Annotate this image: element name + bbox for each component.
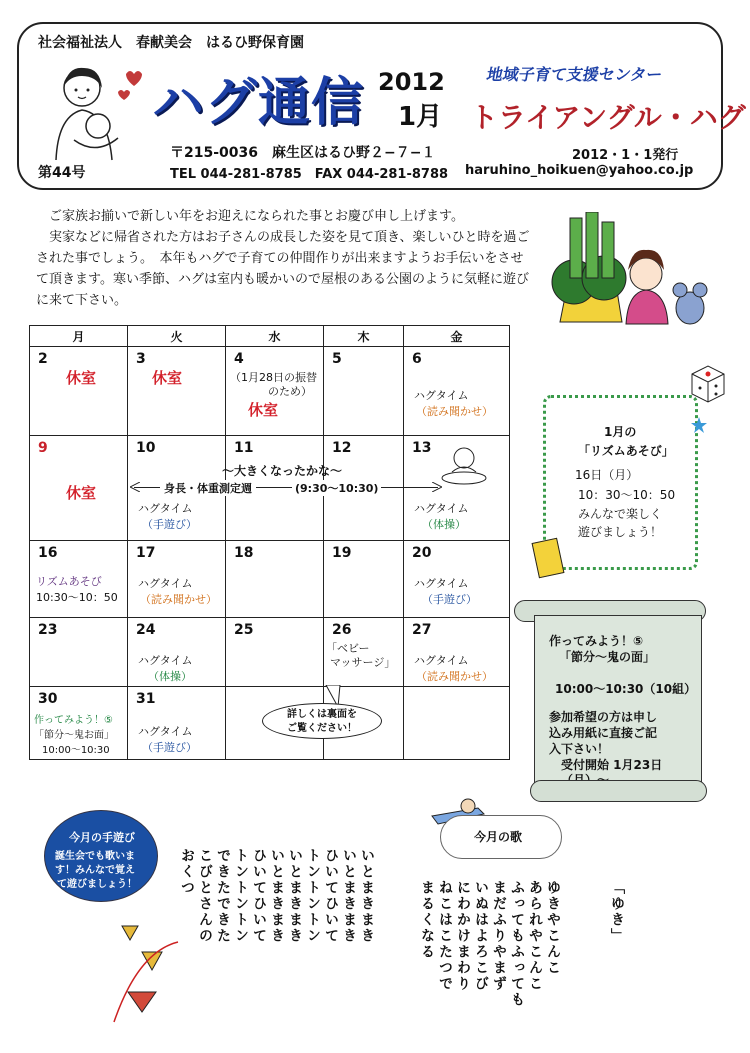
lyric-line: まるくなる (419, 880, 435, 960)
scroll-text: 入下さい！ (549, 742, 610, 756)
lyric-line: できたできた (215, 848, 231, 944)
day-cell (404, 541, 510, 618)
day-cell (324, 618, 404, 687)
day-number: 4 (234, 351, 244, 367)
rhythm-title: 1月の (604, 425, 637, 439)
day-number: 23 (38, 622, 58, 638)
hand-play-note: す！みんなで覚え (55, 865, 135, 876)
scroll-text: 受付開始 1月23日 (561, 758, 663, 772)
day-number: 18 (234, 545, 254, 561)
day-number: 30 (38, 691, 58, 707)
day-cell (324, 347, 404, 436)
weekday-mon: 月 (30, 326, 128, 347)
lyric-line: トントントン (305, 848, 321, 944)
closed-label: 休室 (66, 369, 97, 387)
measuring-scale-illustration (438, 442, 488, 486)
day-cell (30, 436, 128, 541)
newsletter-title: ハグ通信 (152, 73, 365, 133)
hand-play: （手遊び） (142, 518, 197, 531)
day-cell (226, 347, 324, 436)
day-cell (30, 347, 128, 436)
hagu-time: ハグタイム (414, 577, 469, 590)
craft-event-scroll (534, 615, 702, 787)
weekday-tue: 火 (128, 326, 226, 347)
weekday-wed: 水 (226, 326, 324, 347)
craft-event: 「節分〜鬼お面」 (34, 730, 114, 741)
day-number: 24 (136, 622, 156, 638)
issue-month: 1月 (398, 102, 443, 132)
greeting-text (36, 206, 532, 311)
story-reading: （読み聞かせ） (140, 593, 217, 606)
address: 〒215-0036 麻生区はるひ野２−７−１ (170, 145, 436, 161)
day-number: 10 (136, 440, 156, 456)
phone-fax: TEL 044-281-8785 FAX 044-281-8788 (170, 167, 449, 182)
closed-label: 休室 (152, 369, 183, 387)
star-icon (690, 416, 708, 434)
story-reading: （読み聞かせ） (416, 670, 493, 683)
day-number: 19 (332, 545, 352, 561)
day-cell (226, 618, 324, 687)
event-calendar (29, 325, 510, 760)
hagu-time: ハグタイム (414, 654, 469, 667)
craft-event: 作ってみよう！⑤ (34, 715, 113, 726)
rhythm-play-label: リズムあそび (36, 575, 102, 588)
craft-time: 10:00〜10:30 (42, 745, 110, 756)
mother-child-illustration (38, 60, 150, 164)
song-lyrics (418, 880, 562, 1040)
lyric-line: おくつ (179, 848, 195, 896)
weekday-fri: 金 (404, 326, 510, 347)
hagu-time: ハグタイム (138, 577, 193, 590)
weekday-header-row (30, 326, 510, 347)
hagu-time: ハグタイム (414, 389, 469, 402)
week-row (30, 541, 510, 618)
greeting-paragraph-1: ご家族お揃いで新しい年をお迎えになられた事とお慶び申し上げます。 (49, 209, 464, 224)
scroll-text: 参加希望の方は申し (549, 710, 658, 724)
see-back-bubble (262, 703, 382, 739)
lyric-line: いとまきまき (359, 848, 375, 944)
day-cell (128, 618, 226, 687)
hagu-time: ハグタイム (414, 502, 469, 515)
lyric-line: ひいてひいて (323, 848, 339, 944)
day-number: 3 (136, 351, 146, 367)
day-cell (404, 347, 510, 436)
rhythm-date: 16日（月） (575, 468, 639, 482)
day-number: 16 (38, 545, 58, 561)
day-cell (226, 541, 324, 618)
rhythm-title: 「リズムあそび」 (578, 444, 674, 458)
hand-play-note: 誕生会でも歌いま (55, 851, 135, 862)
story-reading: （読み聞かせ） (416, 405, 493, 418)
substitute-note: （1月28日の振替 (230, 371, 317, 384)
song-label: 今月の歌 (474, 830, 523, 844)
growth-check-title: 〜大きくなったかな〜 (222, 464, 343, 478)
org-name: 社会福祉法人 春献美会 はるひ野保育園 (38, 35, 304, 51)
hagu-time: ハグタイム (138, 725, 193, 738)
day-number: 25 (234, 622, 254, 638)
spinning-top-illustration (108, 912, 180, 1032)
day-number: 11 (234, 440, 254, 456)
baby-massage: 「ベビー (326, 642, 370, 655)
day-cell (404, 687, 510, 760)
day-number: 9 (38, 440, 48, 456)
lyric-line: ねこはこたつで (437, 880, 453, 992)
email-address[interactable]: haruhino_hoikuen@yahoo.co.jp (465, 163, 694, 178)
week-row (30, 347, 510, 436)
hand-play-lyrics (178, 848, 376, 1048)
hagu-time: ハグタイム (138, 502, 193, 515)
scroll-bottom-roll (530, 780, 707, 802)
rhythm-message: みんなで楽しく (578, 507, 663, 521)
day-number: 13 (412, 440, 432, 456)
scroll-time: 10:00〜10:30（10組） (555, 682, 697, 696)
closed-label: 休室 (248, 401, 279, 419)
lyric-line: いとまきまき (341, 848, 357, 944)
day-cell (404, 618, 510, 687)
exercise: （体操） (148, 670, 192, 683)
growth-check-body: 身長・体重測定週 (160, 480, 256, 496)
rhythm-message: 遊びましょう！ (578, 525, 663, 539)
day-cell (30, 687, 128, 760)
publish-date: 2012・1・1発行 (572, 148, 679, 163)
song-title: 「ゆき」 (609, 880, 625, 944)
week-row (30, 618, 510, 687)
center-name: トライアングル・ハグ (470, 101, 746, 134)
weekday-thu: 木 (324, 326, 404, 347)
bubble-line: ご覧ください！ (287, 723, 357, 734)
day-number: 12 (332, 440, 352, 456)
hagu-time: ハグタイム (138, 654, 193, 667)
day-number: 20 (412, 545, 432, 561)
lyric-line: いぬはよろこび (473, 880, 489, 992)
issue-number: 第44号 (38, 165, 86, 181)
support-center-label: 地域子育て支援センター (485, 65, 664, 84)
day-cell (128, 541, 226, 618)
day-number: 31 (136, 691, 156, 707)
hand-play: （手遊び） (142, 741, 197, 754)
new-year-illustration (548, 212, 718, 332)
hand-play-note: て遊びましょう！ (57, 879, 137, 890)
issue-year: 2012 (378, 68, 445, 96)
day-cell (128, 347, 226, 436)
lyric-line: こびとさんの (197, 848, 213, 944)
lyric-line: いとまきまき (287, 848, 303, 944)
lyric-line: ゆきやこんこ (545, 880, 561, 976)
scroll-title: 作ってみよう！⑤ (549, 634, 644, 648)
substitute-note: のため） (268, 385, 312, 398)
day-number: 27 (412, 622, 432, 638)
bubble-line: 詳しくは裏面を (287, 709, 357, 720)
day-cell (128, 687, 226, 760)
hand-play: （手遊び） (422, 593, 477, 606)
greeting-paragraph-2: 実家などに帰省された方はお子さんの成長した姿を見て頂き、楽しいひと時を過ごされた事でしょう。 本年もハグで子育ての仲間作りが出来ますようお手伝いをさせて頂きます。寒い季節、ハグは室内も暖かいので屋根のある公園のように気軽に遊びに来て下さい。 (36, 230, 530, 308)
day-cell (30, 541, 128, 618)
day-number: 6 (412, 351, 422, 367)
lyric-line: ふってもふっても (509, 880, 525, 1008)
lyric-line: あられやこんこ (527, 880, 543, 992)
lyric-line: まだふりやまず (491, 880, 507, 992)
scroll-text: 込み用紙に直接ご記 (549, 726, 658, 740)
exercise: （体操） (422, 518, 466, 531)
lyric-line: いとまきまき (269, 848, 285, 944)
closed-label: 休室 (66, 484, 97, 502)
day-number: 17 (136, 545, 156, 561)
baby-massage: マッサージ」 (330, 656, 396, 669)
day-number: 2 (38, 351, 48, 367)
lyric-line: ひいてひいて (251, 848, 267, 944)
day-number: 5 (332, 351, 342, 367)
day-number: 26 (332, 622, 352, 638)
arrow-left-icon (130, 482, 140, 492)
lyric-line: トントントン (233, 848, 249, 944)
arrow-right-icon (432, 482, 442, 492)
scroll-title: 「節分〜鬼の面」 (559, 650, 656, 664)
hand-play-title: 今月の手遊び (69, 831, 135, 844)
day-cell (324, 541, 404, 618)
lyric-line: にわかけまわり (455, 880, 471, 992)
rhythm-play-time: 10:30〜10：50 (36, 591, 118, 604)
growth-check-time: (9:30〜10:30) (292, 480, 381, 496)
day-cell (30, 618, 128, 687)
hand-play-bubble (44, 810, 158, 902)
rhythm-time: 10：30〜10：50 (578, 488, 676, 502)
day-cell (404, 436, 510, 541)
